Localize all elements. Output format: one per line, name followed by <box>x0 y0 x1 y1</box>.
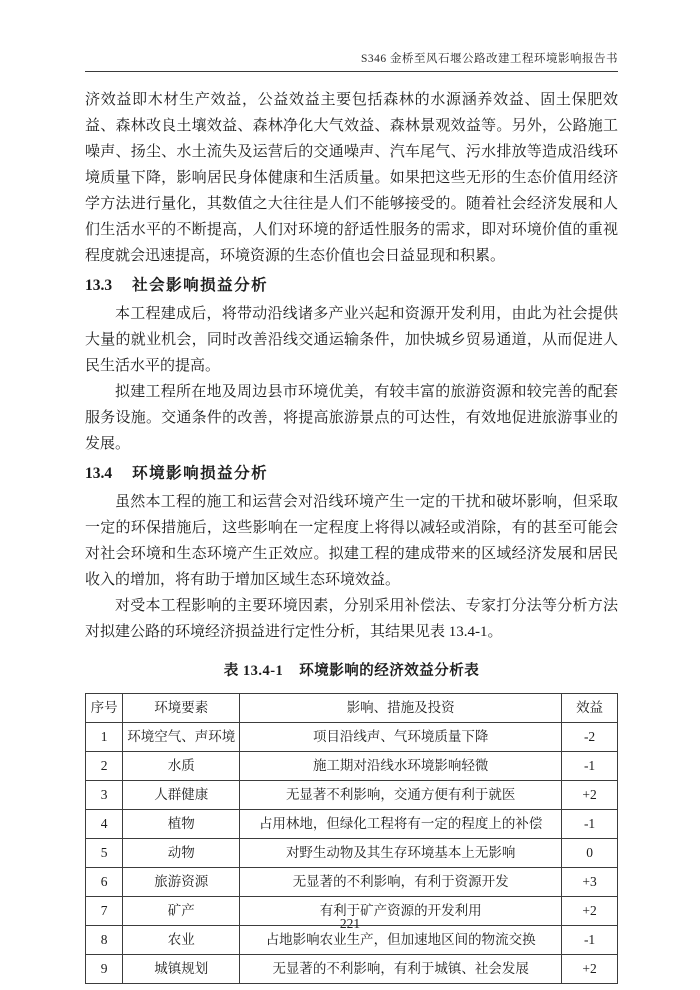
section-title: 社会影响损益分析 <box>132 277 269 294</box>
row-index-cell: 2 <box>86 752 123 781</box>
row-index-cell: 5 <box>86 839 123 868</box>
env-element-cell: 植物 <box>123 810 240 839</box>
table-row <box>86 723 618 752</box>
row-index-cell: 7 <box>86 897 123 926</box>
impact-measure-cell: 占用林地，但绿化工程将有一定的程度上的补偿 <box>240 810 562 839</box>
row-index-cell: 8 <box>86 926 123 955</box>
table-row <box>86 781 618 810</box>
env-element-cell: 旅游资源 <box>123 868 240 897</box>
impact-measure-cell: 项目沿线声、气环境质量下降 <box>240 723 562 752</box>
env-element-cell: 水质 <box>123 752 240 781</box>
env-element-cell: 农业 <box>123 926 240 955</box>
benefit-score-cell: +2 <box>562 781 618 810</box>
benefit-score-cell: -1 <box>562 926 618 955</box>
row-index-cell: 1 <box>86 723 123 752</box>
section-title: 环境影响损益分析 <box>132 465 269 482</box>
table-row <box>86 752 618 781</box>
benefit-score-cell: -1 <box>562 810 618 839</box>
paragraph-env-2: 对受本工程影响的主要环境因素，分别采用补偿法、专家打分法等分析方法对拟建公路的环境经济损益进行定性分析，其结果见表 13.4-1。 <box>85 598 618 640</box>
paragraph-continuation: 济效益即木材生产效益，公益效益主要包括森林的水源涵养效益、固土保肥效益、森林改良土壤效益、森林净化大气效益、森林景观效益等。另外，公路施工噪声、扬尘、水土流失及运营后的交通噪声、汽车尾气、污水排放等造成沿线环境质量下降，影响居民身体健康和生活质量。如果把这些无形的生态价值用经济学方法进行量化，其数值之大往往是人们不能够接受的。随着社会经济发展和人们生活水平的不断提高，人们对环境的舒适性服务的需求，即对环境价值的重视程度就会迅速提高，环境资源的生态价值也会日益显现和积累。 <box>85 92 618 264</box>
impact-measure-cell: 有利于矿产资源的开发利用 <box>240 897 562 926</box>
table-caption-title: 环境影响的经济效益分析表 <box>299 663 480 679</box>
benefit-score-cell: -2 <box>562 723 618 752</box>
column-header-index: 序号 <box>86 694 123 723</box>
report-header-title: S346 金桥至风石堰公路改建工程环境影响报告书 <box>85 50 618 72</box>
env-element-cell: 环境空气、声环境 <box>123 723 240 752</box>
row-index-cell: 3 <box>86 781 123 810</box>
table-row <box>86 868 618 897</box>
impact-measure-cell: 无显著不利影响，交通方便有利于就医 <box>240 781 562 810</box>
paragraph-env-1: 虽然本工程的施工和运营会对沿线环境产生一定的干扰和破坏影响，但采取一定的环保措施后，这些影响在一定程度上将得以减轻或消除，有的甚至可能会对社会环境和生态环境产生正效应。拟建工程的建成带来的区域经济发展和居民收入的增加，将有助于增加区域生态环境效益。 <box>85 494 618 588</box>
section-number: 13.4 <box>85 465 113 482</box>
table-header-row <box>86 694 618 723</box>
table-row <box>86 810 618 839</box>
paragraph-social-2: 拟建工程所在地及周边县市环境优美，有较丰富的旅游资源和较完善的配套服务设施。交通条件的改善，将提高旅游景点的可达性，有效地促进旅游事业的发展。 <box>85 384 618 452</box>
benefit-score-cell: -1 <box>562 752 618 781</box>
table-caption-label: 表 13.4-1 <box>223 663 284 679</box>
column-header-benefit: 效益 <box>562 694 618 723</box>
column-header-impact: 影响、措施及投资 <box>240 694 562 723</box>
section-number: 13.3 <box>85 277 113 294</box>
impact-measure-cell: 无显著的不利影响，有利于城镇、社会发展 <box>240 955 562 984</box>
env-element-cell: 矿产 <box>123 897 240 926</box>
section-heading-13-4 <box>85 460 618 487</box>
impact-measure-cell: 占地影响农业生产，但加速地区间的物流交换 <box>240 926 562 955</box>
table-row <box>86 839 618 868</box>
benefit-score-cell: 0 <box>562 839 618 868</box>
impact-measure-cell: 无显著的不利影响，有利于资源开发 <box>240 868 562 897</box>
env-element-cell: 人群健康 <box>123 781 240 810</box>
page-number: 221 <box>339 916 361 931</box>
benefit-table-body <box>86 723 618 984</box>
table-caption <box>85 658 618 684</box>
column-header-element: 环境要素 <box>123 694 240 723</box>
document-body <box>85 87 618 984</box>
benefit-score-cell: +2 <box>562 955 618 984</box>
row-index-cell: 9 <box>86 955 123 984</box>
impact-measure-cell: 对野生动物及其生存环境基本上无影响 <box>240 839 562 868</box>
paragraph-social-1: 本工程建成后，将带动沿线诸多产业兴起和资源开发利用，由此为社会提供大量的就业机会，同时改善沿线交通运输条件，加快城乡贸易通道，从而促进人民生活水平的提高。 <box>85 306 618 374</box>
section-heading-13-3 <box>85 272 618 299</box>
benefit-score-cell: +2 <box>562 897 618 926</box>
env-element-cell: 城镇规划 <box>123 955 240 984</box>
row-index-cell: 6 <box>86 868 123 897</box>
economic-benefit-table <box>85 693 618 984</box>
row-index-cell: 4 <box>86 810 123 839</box>
impact-measure-cell: 施工期对沿线水环境影响轻微 <box>240 752 562 781</box>
table-row <box>86 955 618 984</box>
env-element-cell: 动物 <box>123 839 240 868</box>
benefit-score-cell: +3 <box>562 868 618 897</box>
